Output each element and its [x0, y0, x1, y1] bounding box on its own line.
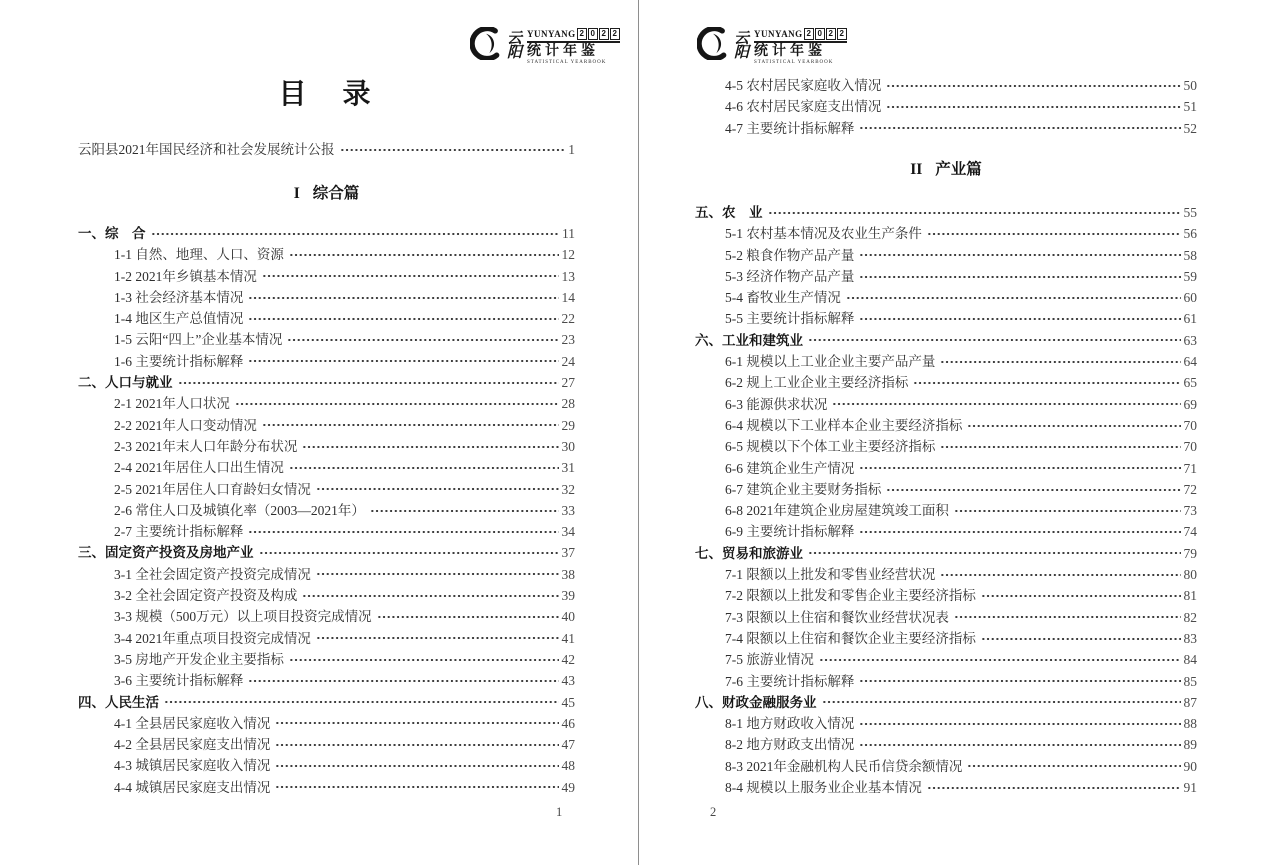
dot-leader [178, 380, 559, 386]
entry-label: 七、贸易和旅游业 [695, 545, 803, 561]
toc-item-row [78, 393, 575, 414]
dot-leader [289, 465, 559, 471]
dot-leader [302, 593, 558, 599]
entry-label: 7-2 限额以上批发和零售企业主要经济指标 [725, 588, 976, 604]
logo-year-digit: 2 [826, 28, 836, 40]
toc-item-row [78, 606, 575, 627]
toc-intro-block [78, 139, 575, 160]
entry-label: 4-6 农村居民家庭支出情况 [725, 99, 882, 115]
dot-leader [287, 337, 558, 343]
entry-page-number: 29 [561, 417, 575, 433]
entry-page-number: 90 [1183, 758, 1197, 774]
dot-leader [859, 125, 1180, 131]
entry-label: 六、工业和建筑业 [695, 332, 803, 348]
entry-page-number: 33 [561, 502, 575, 518]
logo-brand-cn-top: 云 [507, 31, 523, 47]
entry-page-number: 55 [1183, 205, 1197, 220]
logo-year-digit: 0 [815, 28, 825, 40]
entry-label: 7-5 旅游业情况 [725, 652, 814, 668]
dot-leader [913, 380, 1180, 386]
toc-page-title: 目 录 [278, 79, 375, 110]
toc-item-row [695, 415, 1197, 436]
toc-item-row [78, 436, 575, 457]
dot-leader [859, 316, 1180, 322]
toc-item-row [695, 500, 1197, 521]
entry-label: 1-4 地区生产总值情况 [114, 311, 244, 327]
entry-page-number: 74 [1183, 524, 1197, 540]
folio-left: 1 [556, 805, 563, 819]
toc-item-row [695, 458, 1197, 479]
toc-item-row [695, 649, 1197, 670]
toc-section-row [695, 330, 1197, 351]
toc-item-row [695, 521, 1197, 542]
logo-year-digit: 2 [804, 28, 814, 40]
dot-leader [316, 486, 559, 492]
toc-item-row [78, 649, 575, 670]
dot-leader [248, 678, 558, 684]
entry-page-number: 69 [1183, 396, 1197, 412]
toc-item-row [695, 756, 1197, 777]
toc-item-row [695, 118, 1197, 139]
dot-leader [859, 252, 1180, 258]
entry-page-number: 23 [561, 332, 575, 348]
entry-page-number: 60 [1183, 290, 1197, 306]
dot-leader [370, 508, 559, 514]
dot-leader [967, 423, 1180, 429]
entry-label: 云阳县2021年国民经济和社会发展统计公报 [78, 142, 335, 157]
entry-page-number: 59 [1183, 268, 1197, 284]
dot-leader [859, 721, 1180, 727]
entry-page-number: 72 [1183, 481, 1197, 497]
dot-leader [768, 210, 1181, 216]
yearbook-logo-left [470, 27, 620, 65]
toc-item-row [695, 96, 1197, 117]
logo-year-digit: 2 [599, 28, 609, 40]
dot-leader [275, 784, 558, 790]
entry-label: 4-3 城镇居民家庭收入情况 [114, 758, 271, 774]
entry-page-number: 58 [1183, 247, 1197, 263]
entry-label: 7-1 限额以上批发和零售业经营状况 [725, 567, 936, 583]
dot-leader [981, 636, 1181, 642]
toc-item-row [78, 628, 575, 649]
dot-leader [859, 742, 1180, 748]
dot-leader [940, 572, 1180, 578]
toc-item-row [695, 436, 1197, 457]
dot-leader [259, 550, 559, 556]
toc-section-row [78, 372, 575, 393]
logo-title-cn: 统计年鉴 [527, 43, 600, 59]
logo-title-en: STATISTICAL YEARBOOK [527, 59, 607, 65]
entry-page-number: 84 [1183, 652, 1197, 668]
entry-page-number: 85 [1183, 673, 1197, 689]
page-gutter-line [638, 0, 639, 865]
entry-page-number: 65 [1183, 375, 1197, 391]
entry-page-number: 56 [1183, 226, 1197, 242]
dot-leader [248, 529, 558, 535]
entry-page-number: 71 [1183, 460, 1197, 476]
logo-brand-cn-bottom: 阳 [734, 45, 750, 61]
dot-leader [954, 508, 1181, 514]
toc-item-row [695, 223, 1197, 244]
entry-label: 3-2 全社会固定资产投资及构成 [114, 588, 298, 604]
entry-page-number: 28 [561, 396, 575, 412]
entry-page-number: 89 [1183, 737, 1197, 753]
entry-label: 3-6 主要统计指标解释 [114, 673, 244, 689]
entry-label: 1-6 主要统计指标解释 [114, 353, 244, 369]
entry-label: 4-7 主要统计指标解释 [725, 120, 855, 136]
dot-leader [289, 657, 559, 663]
toc-item-row [78, 457, 575, 478]
entry-page-number: 64 [1183, 354, 1197, 370]
toc-item-row [78, 415, 575, 436]
entry-page-number: 80 [1183, 567, 1197, 583]
dot-leader [248, 358, 558, 364]
dot-leader [275, 720, 558, 726]
entry-page-number: 40 [561, 609, 575, 625]
entry-page-number: 81 [1183, 588, 1197, 604]
logo-brand-cn [507, 32, 522, 60]
entry-label: 4-4 城镇居民家庭支出情况 [114, 779, 271, 795]
toc-item-row [78, 244, 575, 265]
entry-page-number: 45 [561, 694, 575, 710]
toc-item-row [695, 372, 1197, 393]
toc-item-row [695, 671, 1197, 692]
entry-label: 6-3 能源供求状况 [725, 396, 828, 412]
toc-item-row [78, 734, 575, 755]
toc-item-row [695, 607, 1197, 628]
entry-label: 1-5 云阳“四上”企业基本情况 [114, 332, 283, 348]
entry-label: 3-5 房地产开发企业主要指标 [114, 651, 284, 667]
logo-year-digit: 2 [837, 28, 847, 40]
dot-leader [164, 699, 559, 705]
logo-year-digit: 0 [588, 28, 598, 40]
dot-leader [886, 104, 1180, 110]
entry-page-number: 14 [561, 289, 575, 305]
dot-leader [316, 571, 559, 577]
entry-label: 8-3 2021年金融机构人民币信贷余额情况 [725, 758, 963, 774]
part-numeral: I [293, 185, 300, 202]
logo-title-en: STATISTICAL YEARBOOK [754, 59, 834, 65]
toc-item-row [78, 287, 575, 308]
entry-label: 6-1 规模以上工业企业主要产品产量 [725, 354, 936, 370]
entry-page-number: 27 [561, 375, 575, 391]
toc-item-row [78, 500, 575, 521]
entry-label: 6-4 规模以下工业样本企业主要经济指标 [725, 417, 963, 433]
entry-label: 二、人口与就业 [78, 375, 173, 391]
dot-leader [886, 487, 1180, 493]
toc-item-row [78, 266, 575, 287]
entry-page-number: 73 [1183, 503, 1197, 519]
toc-item-row [78, 351, 575, 372]
entry-label: 3-1 全社会固定资产投资完成情况 [114, 566, 311, 582]
entry-label: 4-5 农村居民家庭收入情况 [725, 78, 882, 93]
entry-page-number: 31 [561, 460, 575, 476]
entry-page-number: 46 [561, 715, 575, 731]
toc-item-row [78, 755, 575, 776]
entry-page-number: 34 [561, 524, 575, 540]
entry-label: 2-6 常住人口及城镇化率（2003—2021年） [114, 502, 365, 518]
entry-label: 1-3 社会经济基本情况 [114, 289, 244, 305]
toc-item-row [78, 564, 575, 585]
dot-leader [275, 742, 558, 748]
part-heading-2 [695, 159, 1197, 180]
entry-label: 4-1 全县居民家庭收入情况 [114, 715, 271, 731]
entry-label: 三、固定资产投资及房地产业 [78, 545, 254, 561]
dot-leader [248, 295, 558, 301]
entry-page-number: 83 [1183, 630, 1197, 646]
dot-leader [859, 678, 1180, 684]
dot-leader [819, 657, 1181, 663]
entry-label: 2-4 2021年居住人口出生情况 [114, 460, 284, 476]
dot-leader [262, 422, 559, 428]
entry-label: 5-3 经济作物产品产量 [725, 268, 855, 284]
dot-leader [927, 231, 1181, 237]
entry-page-number: 43 [561, 673, 575, 689]
logo-year-digit: 2 [577, 28, 587, 40]
entry-page-number: 63 [1183, 332, 1197, 348]
part-numeral: II [910, 161, 923, 178]
entry-label: 2-3 2021年末人口年龄分布状况 [114, 438, 298, 454]
entry-label: 3-3 规模（500万元）以上项目投资完成情况 [114, 609, 372, 625]
dot-leader [859, 274, 1180, 280]
toc-item-row [695, 351, 1197, 372]
dot-leader [846, 295, 1181, 301]
toc-item-row [78, 479, 575, 500]
entry-page-number: 91 [1183, 780, 1197, 796]
entry-page-number: 70 [1183, 439, 1197, 455]
toc-item-row [78, 670, 575, 691]
entry-label: 1-2 2021年乡镇基本情况 [114, 268, 257, 284]
entry-page-number: 47 [561, 737, 575, 753]
entry-page-number: 38 [561, 566, 575, 582]
entry-label: 7-3 限额以上住宿和餐饮业经营状况表 [725, 609, 949, 625]
entry-page-number: 13 [561, 268, 575, 284]
entry-page-number: 88 [1183, 716, 1197, 732]
dot-leader [808, 550, 1181, 556]
toc-item-row [695, 564, 1197, 585]
toc-item-row [78, 713, 575, 734]
entry-label: 7-4 限额以上住宿和餐饮企业主要经济指标 [725, 630, 976, 646]
toc-section-row [695, 202, 1197, 223]
entry-page-number: 12 [561, 247, 575, 263]
toc-intro-row [78, 139, 575, 160]
toc-item-row [695, 777, 1197, 798]
entry-page-number: 30 [561, 438, 575, 454]
logo-brand-en: YUNYANG [754, 28, 803, 39]
dot-leader [377, 614, 559, 620]
entry-label: 6-6 建筑企业生产情况 [725, 460, 855, 476]
logo-swirl-icon [470, 27, 503, 65]
logo-year-digit: 2 [610, 28, 620, 40]
entry-label: 2-1 2021年人口状况 [114, 396, 230, 412]
toc-section-row [695, 692, 1197, 713]
entry-page-number: 82 [1183, 609, 1197, 625]
entry-label: 6-9 主要统计指标解释 [725, 524, 855, 540]
entry-label: 5-4 畜牧业生产情况 [725, 290, 841, 306]
entry-label: 八、财政金融服务业 [695, 694, 817, 710]
dot-leader [954, 614, 1181, 620]
logo-brand-en: YUNYANG [527, 28, 576, 39]
dot-leader [859, 529, 1180, 535]
dot-leader [340, 147, 566, 153]
entry-label: 8-2 地方财政支出情况 [725, 737, 855, 753]
entry-label: 一、综 合 [78, 226, 146, 241]
toc-item-row [695, 585, 1197, 606]
entry-page-number: 1 [568, 142, 575, 157]
toc-item-row [695, 734, 1197, 755]
entry-label: 3-4 2021年重点项目投资完成情况 [114, 630, 311, 646]
part-title: 综合篇 [312, 185, 360, 202]
entry-page-number: 32 [561, 481, 575, 497]
toc-item-row [695, 479, 1197, 500]
dot-leader [248, 316, 558, 322]
toc-section-row [78, 542, 575, 563]
toc-item-row [78, 777, 575, 798]
dot-leader [289, 252, 559, 258]
toc-item-row [695, 287, 1197, 308]
logo-brand-cn-top: 云 [734, 31, 750, 47]
entry-label: 7-6 主要统计指标解释 [725, 673, 855, 689]
entry-label: 6-5 规模以下个体工业主要经济指标 [725, 439, 936, 455]
entry-label: 2-5 2021年居住人口育龄妇女情况 [114, 481, 311, 497]
dot-leader [808, 337, 1181, 343]
entry-label: 2-2 2021年人口变动情况 [114, 417, 257, 433]
entry-label: 四、人民生活 [78, 694, 159, 710]
entry-page-number: 42 [561, 651, 575, 667]
toc-section-row [695, 543, 1197, 564]
toc-item-row [695, 628, 1197, 649]
toc-list-right [695, 202, 1197, 798]
entry-label: 5-2 粮食作物产品产量 [725, 247, 855, 263]
entry-page-number: 22 [561, 311, 575, 327]
entry-page-number: 87 [1183, 694, 1197, 710]
entry-label: 8-4 规模以上服务业企业基本情况 [725, 780, 922, 796]
dot-leader [940, 359, 1180, 365]
toc-item-row [695, 308, 1197, 329]
part-title: 产业篇 [935, 161, 982, 178]
entry-label: 8-1 地方财政收入情况 [725, 716, 855, 732]
entry-page-number: 11 [562, 226, 575, 241]
logo-swirl-icon [697, 27, 730, 65]
entry-page-number: 39 [561, 588, 575, 604]
toc-item-row [78, 521, 575, 542]
toc-section-row [78, 223, 575, 244]
entry-label: 5-1 农村基本情况及农业生产条件 [725, 226, 922, 242]
toc-item-row [695, 245, 1197, 266]
dot-leader [859, 465, 1180, 471]
logo-brand-cn-bottom: 阳 [507, 45, 523, 61]
entry-page-number: 48 [561, 758, 575, 774]
toc-list-left [78, 223, 575, 798]
dot-leader [940, 444, 1180, 450]
dot-leader [235, 401, 559, 407]
dot-leader [967, 763, 1180, 769]
entry-label: 1-1 自然、地理、人口、资源 [114, 247, 284, 263]
dot-leader [981, 593, 1181, 599]
dot-leader [316, 635, 559, 641]
part-heading-1 [78, 183, 575, 204]
toc-list-right-carryover [695, 75, 1197, 139]
toc-item-row [78, 329, 575, 350]
toc-item-row [78, 308, 575, 329]
toc-item-row [695, 266, 1197, 287]
dot-leader [886, 83, 1180, 89]
entry-label: 6-8 2021年建筑企业房屋建筑竣工面积 [725, 503, 949, 519]
dot-leader [262, 273, 559, 279]
entry-page-number: 41 [561, 630, 575, 646]
entry-page-number: 70 [1183, 417, 1197, 433]
yearbook-logo-right [697, 27, 847, 65]
entry-label: 4-2 全县居民家庭支出情况 [114, 737, 271, 753]
toc-item-row [695, 75, 1197, 96]
dot-leader [302, 444, 558, 450]
logo-brand-cn [734, 32, 749, 60]
entry-page-number: 79 [1183, 545, 1197, 561]
dot-leader [151, 231, 560, 237]
toc-item-row [695, 713, 1197, 734]
dot-leader [275, 763, 558, 769]
logo-title-cn: 统计年鉴 [754, 43, 827, 59]
folio-right: 2 [710, 805, 717, 819]
dot-leader [822, 699, 1181, 705]
entry-label: 6-2 规上工业企业主要经济指标 [725, 375, 909, 391]
entry-label: 五、农 业 [695, 205, 763, 220]
entry-label: 5-5 主要统计指标解释 [725, 311, 855, 327]
entry-page-number: 61 [1183, 311, 1197, 327]
entry-label: 6-7 建筑企业主要财务指标 [725, 481, 882, 497]
entry-page-number: 49 [561, 779, 575, 795]
entry-label: 2-7 主要统计指标解释 [114, 524, 244, 540]
toc-section-row [78, 692, 575, 713]
entry-page-number: 52 [1183, 120, 1197, 136]
dot-leader [927, 785, 1181, 791]
entry-page-number: 24 [561, 353, 575, 369]
toc-item-row [78, 585, 575, 606]
dot-leader [832, 401, 1180, 407]
toc-item-row [695, 394, 1197, 415]
entry-page-number: 51 [1183, 99, 1197, 115]
entry-page-number: 37 [561, 545, 575, 561]
entry-page-number: 50 [1183, 78, 1197, 93]
